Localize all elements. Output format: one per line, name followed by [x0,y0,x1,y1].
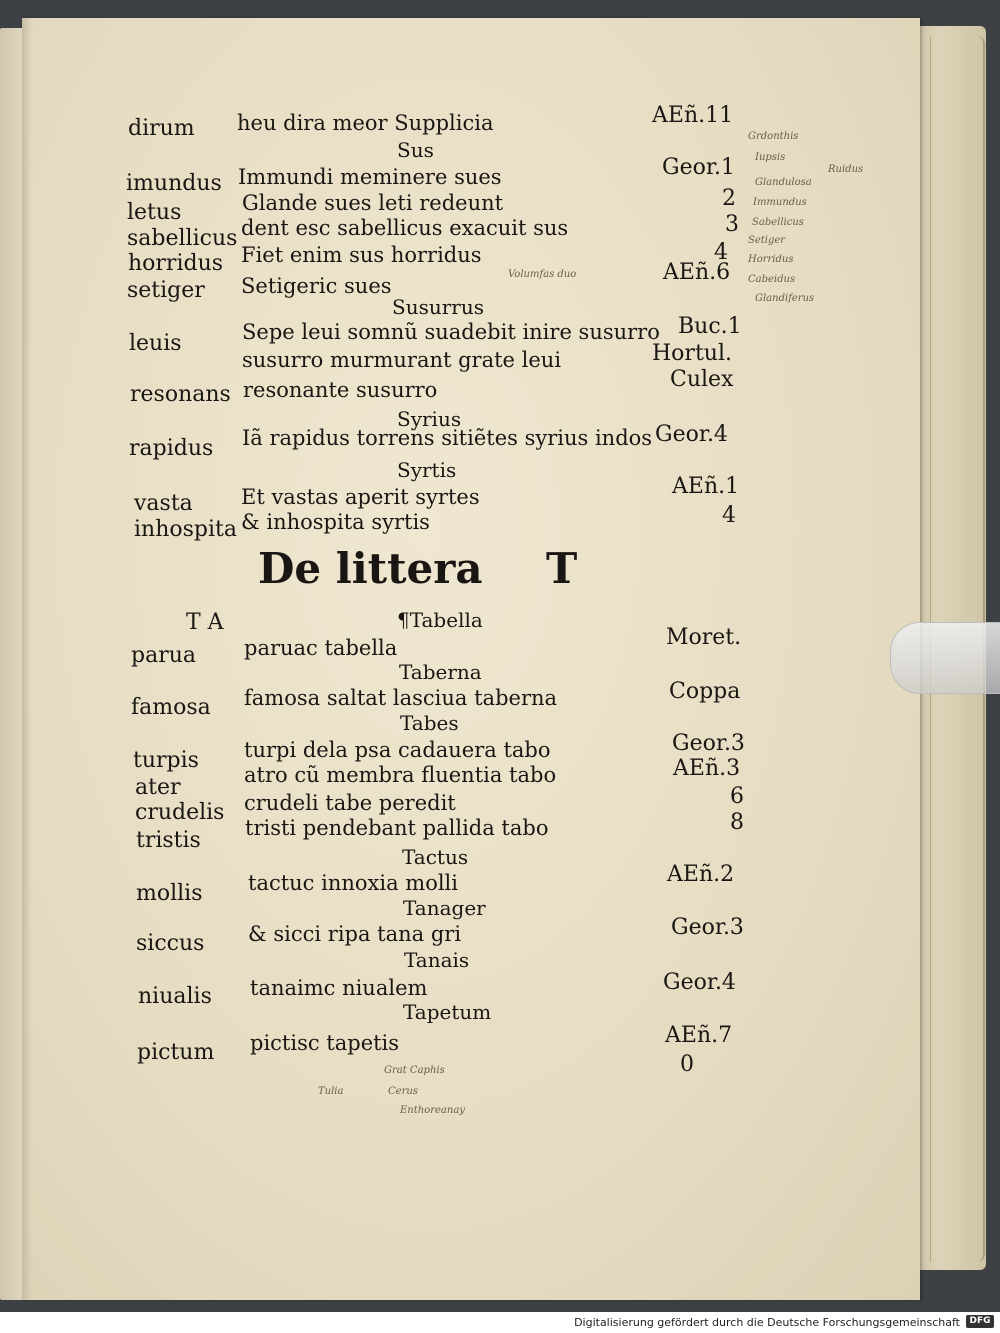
entry-source: 2 [722,186,736,211]
entry-heading: Taberna [399,660,482,684]
entry-text: dent esc sabellicus exacuit sus [241,216,569,240]
entry-keyword: vasta [134,491,193,516]
handwritten-note: Immundus [753,197,807,208]
entry-keyword: dirum [128,116,195,141]
entry-text: Setigeric sues [241,274,392,298]
handwritten-note: Enthoreanay [400,1105,465,1116]
entry-source: 6 [730,784,744,809]
entry-keyword: tristis [136,828,201,853]
entry-source: Geor.3 [671,915,744,940]
entry-text: & sicci ripa tana gri [248,922,462,946]
handwritten-note: Cabeidus [748,274,796,285]
entry-text: tristi pendebant pallida tabo [245,816,549,840]
entry-text: Iã rapidus torrens sitiẽtes syrius indos [242,426,653,450]
section-title: De littera [258,544,483,593]
entry-heading: ¶Tabella [397,608,483,632]
entry-keyword: rapidus [129,436,214,461]
entry-text: Fiet enim sus horridus [241,243,482,267]
entry-source: Culex [670,367,734,392]
dfg-logo: DFG [966,1315,994,1328]
ta-label: T A [186,610,224,635]
entry-source: Geor.4 [663,970,736,995]
handwritten-note: Volumfas duo [508,269,577,280]
entry-text: & inhospita syrtis [241,510,430,534]
entry-text: susurro murmurant grate leui [242,348,562,372]
handwritten-note: Glandiferus [755,293,815,304]
entry-keyword: imundus [126,171,222,196]
handwritten-note: Sabellicus [752,217,804,228]
entry-keyword: turpis [133,748,199,773]
entry-heading: Syrius [397,407,462,431]
page-clip [890,622,1000,694]
section-letter: T [546,544,578,593]
entry-source: Buc.1 [678,314,742,339]
entry-keyword: niualis [138,984,212,1009]
page-gutter [22,18,32,1300]
entry-keyword: leuis [129,331,182,356]
entry-keyword: famosa [131,695,211,720]
handwritten-note: Grat Caphis [384,1065,445,1076]
entry-heading: Tapetum [403,1000,492,1024]
handwritten-note: Cerus [388,1086,418,1097]
footer-credit: Digitalisierung gefördert durch die Deutsche Forschungsgemeinschaft [574,1316,960,1329]
entry-keyword: pictum [137,1040,215,1065]
entry-text: tactuc innoxia molli [248,871,458,895]
entry-keyword: crudelis [135,800,225,825]
entry-text: turpi dela psa cadauera tabo [244,738,551,762]
entry-source: 4 [722,503,736,528]
entry-source: AEñ.1 [672,474,740,499]
entry-text: paruac tabella [244,636,398,660]
entry-source: Moret. [666,625,742,650]
entry-keyword: parua [131,643,197,668]
entry-source: AEñ.2 [667,862,735,887]
entry-keyword: inhospita [134,517,237,542]
entry-heading: Syrtis [397,458,457,482]
entry-text: Immundi meminere sues [238,165,502,189]
entry-source: AEñ.3 [673,756,741,781]
entry-text: Sepe leui somnũ suadebit inire susurro [242,320,660,344]
entry-text: resonante susurro [243,378,438,402]
entry-source: Geor.1 [662,155,735,180]
entry-text: famosa saltat lasciua taberna [244,686,558,710]
handwritten-note: Iupsis [755,152,786,163]
entry-text: heu dira meor Supplicia [237,111,494,135]
entry-text: Glande sues leti redeunt [242,191,504,215]
entry-heading: Tactus [402,845,469,869]
handwritten-note: Grdonthis [748,131,799,142]
entry-heading: Tanais [404,948,470,972]
entry-source: AEñ.7 [665,1023,733,1048]
handwritten-note: Ruidus [828,164,864,175]
entry-source: Hortul. [652,341,732,366]
entry-keyword: horridus [128,251,224,276]
entry-keyword: letus [127,200,182,225]
entry-text: Et vastas aperit syrtes [241,485,480,509]
entry-heading: Susurrus [392,295,484,319]
entry-source: Coppa [669,679,741,704]
entry-keyword: resonans [130,382,231,407]
entry-source: 4 [714,240,728,265]
entry-keyword: sabellicus [127,226,238,251]
handwritten-note: Setiger [748,235,786,246]
entry-heading: Tanager [403,896,486,920]
entry-source: 0 [680,1052,694,1077]
entry-keyword: mollis [136,881,203,906]
entry-source: Geor.4 [655,422,728,447]
entry-source: 3 [725,212,739,237]
entry-heading: Sus [397,138,434,162]
entry-keyword: siccus [136,931,205,956]
handwritten-note: Tulia [318,1086,344,1097]
entry-source: AEñ.11 [652,103,734,128]
entry-source: AEñ.6 [663,260,731,285]
entry-keyword: setiger [127,278,205,303]
entry-text: crudeli tabe peredit [244,791,456,815]
entry-text: tanaimc niualem [250,976,428,1000]
entry-keyword: ater [135,775,181,800]
entry-source: 8 [730,810,744,835]
entry-source: Geor.3 [672,731,745,756]
entry-text: atro cũ membra fluentia tabo [244,763,557,787]
entry-heading: Tabes [400,711,459,735]
handwritten-note: Horridus [748,254,794,265]
entry-text: pictisc tapetis [250,1031,400,1055]
handwritten-note: Glandulosa [755,177,812,188]
